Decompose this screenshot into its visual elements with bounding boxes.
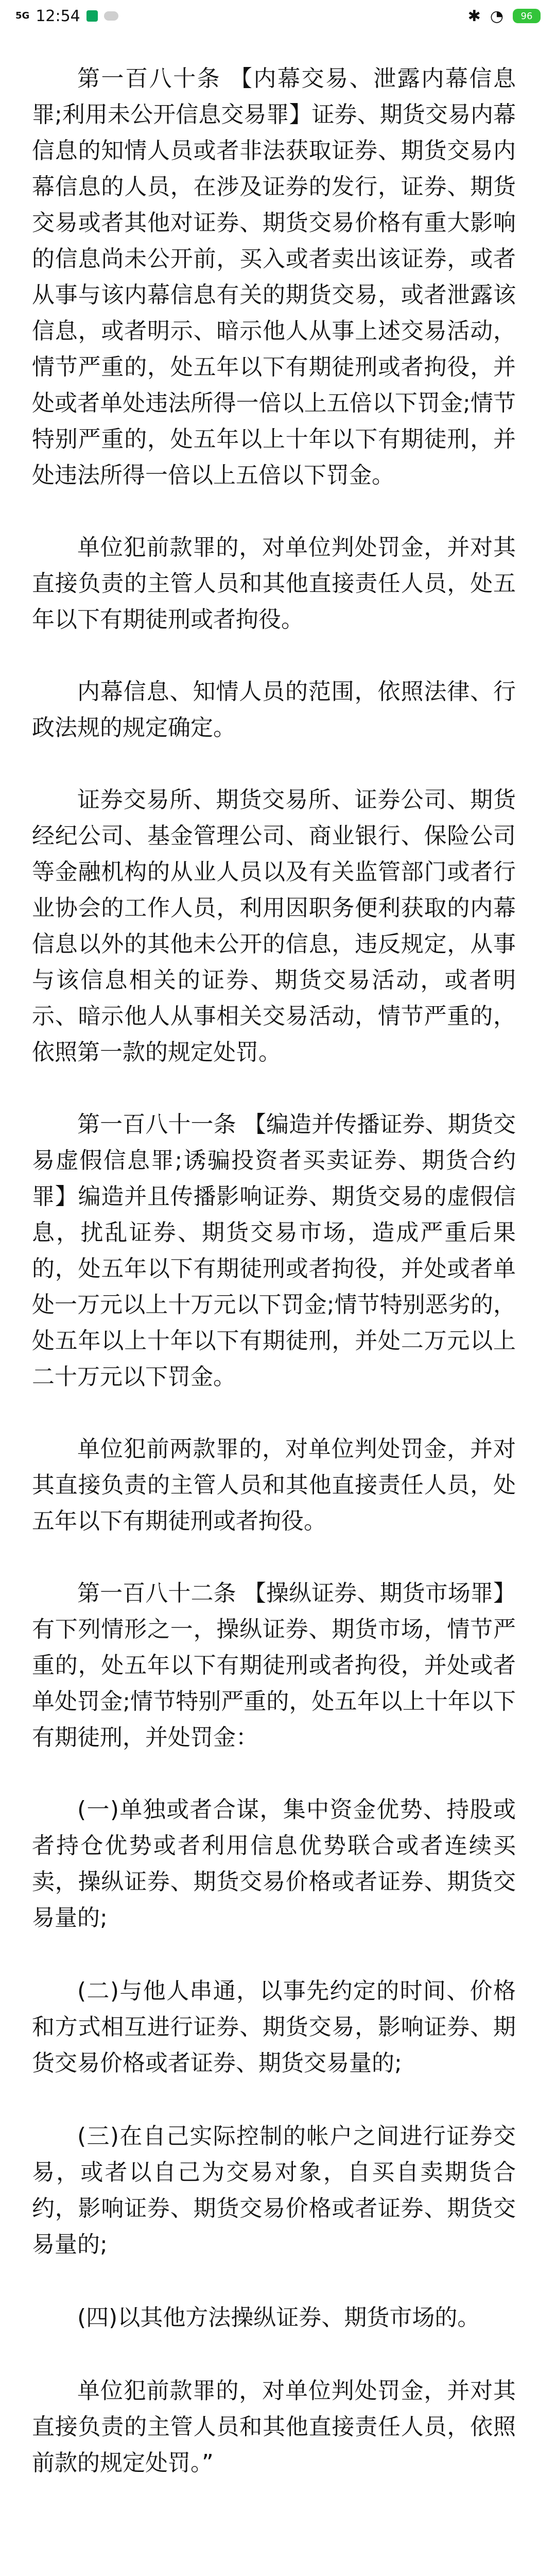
app-notification-icon <box>86 10 98 22</box>
paragraph-180-scope: 内幕信息、知情人员的范围，依照法律、行政法规的规定确定。 <box>32 679 516 741</box>
status-right <box>468 7 541 25</box>
bluetooth-icon: ✱ <box>467 7 481 25</box>
paragraph-182-item-2: (二)与他人串通，以事先约定的时间、价格和方式相互进行证券、期货交易，影响证券、期货交易价格或者证券、期货交易量的; <box>32 1978 516 2076</box>
paragraph-182-item-4: (四)以其他方法操纵证券、期货市场的。 <box>77 2304 480 2331</box>
wifi-icon: ◔ <box>490 7 503 25</box>
paragraph-181-unit: 单位犯前两款罪的，对单位判处罚金，并对其直接负责的主管人员和其他直接责任人员，处五年以下有期徒刑或者拘役。 <box>32 1436 516 1534</box>
paragraph-article-182: 第一百八十二条 【操纵证券、期货市场罪】有下列情形之一，操纵证券、期货市场，情节严重的，处五年以下有期徒刑或者拘役，并处或者单处罚金;情节特别严重的，处五年以上十年以下有期徒刑，并处罚金： <box>32 1580 516 1751</box>
paragraph-182-item-1: (一)单独或者合谋，集中资金优势、持股或者持仓优势或者利用信息优势联合或者连续买卖，操纵证券、期货交易价格或者证券、期货交易量的; <box>32 1797 516 1931</box>
status-left <box>15 7 118 25</box>
cloud-notification-icon <box>104 11 118 21</box>
paragraph-182-unit: 单位犯前款罪的，对单位判处罚金，并对其直接负责的主管人员和其他直接责任人员，依照前款的规定处罚。” <box>32 2378 516 2476</box>
battery-indicator: 96 <box>513 9 541 23</box>
paragraph-180-financial-staff: 证券交易所、期货交易所、证券公司、期货经纪公司、基金管理公司、商业银行、保险公司等金融机构的从业人员以及有关监管部门或者行业协会的工作人员，利用因职务便利获取的内幕信息以外的其他未公开的信息，违反规定，从事与该信息相关的证券、期货交易活动，或者明示、暗示他人从事相关交易活动，情节严重的，依照第一款的规定处罚。 <box>32 787 516 1065</box>
paragraph-182-item-3: (三)在自己实际控制的帐户之间进行证券交易，或者以自己为交易对象，自买自卖期货合约，影响证券、期货交易价格或者证券、期货交易量的; <box>32 2123 516 2258</box>
paragraph-article-181: 第一百八十一条 【编造并传播证券、期货交易虚假信息罪;诱骗投资者买卖证券、期货合约罪】编造并且传播影响证券、期货交易的虚假信息，扰乱证券、期货交易市场，造成严重后果的，处五年以下有期徒刑或者拘役，并处或者单处一万元以上十万元以下罚金;情节特别恶劣的，处五年以上十年以下有期徒刑，并处二万元以上二十万元以下罚金。 <box>32 1111 516 1390</box>
status-bar <box>0 0 556 32</box>
clock: 12:54 <box>36 7 80 25</box>
paragraph-article-180: 第一百八十条 【内幕交易、泄露内幕信息罪;利用未公开信息交易罪】证券、期货交易内幕信息的知情人员或者非法获取证券、期货交易内幕信息的人员，在涉及证券的发行，证券、期货交易或者其他对证券、期货交易价格有重大影响的信息尚未公开前，买入或者卖出该证券，或者从事与该内幕信息有关的期货交易，或者泄露该信息，或者明示、暗示他人从事上述交易活动，情节严重的，处五年以下有期徒刑或者拘役，并处或者单处违法所得一倍以上五倍以下罚金;情节特别严重的，处五年以上十年以下有期徒刑，并处违法所得一倍以上五倍以下罚金。 <box>32 65 516 488</box>
network-indicator: 5G <box>15 10 30 21</box>
article-body <box>0 61 556 2517</box>
paragraph-180-unit: 单位犯前款罪的，对单位判处罚金，并对其直接负责的主管人员和其他直接责任人员，处五年以下有期徒刑或者拘役。 <box>32 534 516 633</box>
